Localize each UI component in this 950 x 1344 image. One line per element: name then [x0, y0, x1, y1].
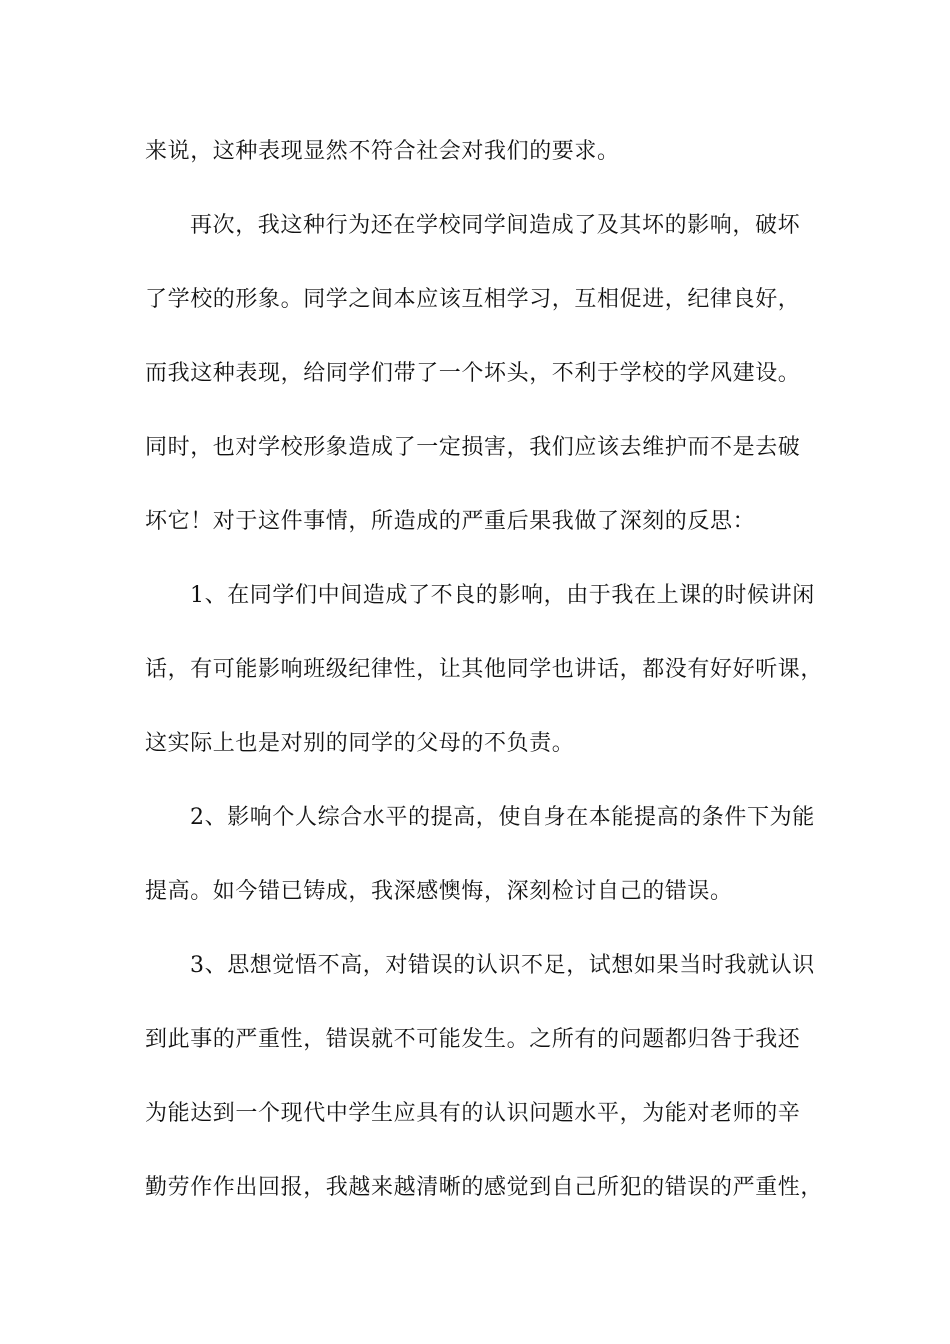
list-item-3-line: 3、思想觉悟不高，对错误的认识不足，试想如果当时我就认识 — [190, 953, 815, 978]
text-line: 为能达到一个现代中学生应具有的认识问题水平，为能对老师的辛 — [145, 1101, 801, 1126]
paragraph-start-line: 再次，我这种行为还在学校同学间造成了及其坏的影响，破坏 — [190, 213, 801, 238]
text-line: 来说，这种表现显然不符合社会对我们的要求。 — [145, 139, 620, 164]
text-line: 同时，也对学校形象造成了一定损害，我们应该去维护而不是去破 — [145, 435, 801, 460]
list-item-1-line: 1、在同学们中间造成了不良的影响，由于我在上课的时候讲闲 — [190, 583, 815, 608]
text-line: 了学校的形象。同学之间本应该互相学习，互相促进，纪律良好， — [145, 287, 801, 312]
text-line: 坏它！对于这件事情，所造成的严重后果我做了深刻的反思： — [145, 509, 756, 534]
text-line: 这实际上也是对别的同学的父母的不负责。 — [145, 731, 575, 756]
text-line: 提高。如今错已铸成，我深感懊悔，深刻检讨自己的错误。 — [145, 879, 733, 904]
list-item-2-line: 2、影响个人综合水平的提高，使自身在本能提高的条件下为能 — [190, 805, 815, 830]
text-line: 勤劳作作出回报，我越来越清晰的感觉到自己所犯的错误的严重性， — [145, 1175, 824, 1200]
text-line: 而我这种表现，给同学们带了一个坏头，不利于学校的学风建设。 — [145, 361, 801, 386]
text-line: 到此事的严重性，错误就不可能发生。之所有的问题都归咎于我还 — [145, 1027, 801, 1052]
text-line: 话，有可能影响班级纪律性，让其他同学也讲话，都没有好好听课， — [145, 657, 824, 682]
